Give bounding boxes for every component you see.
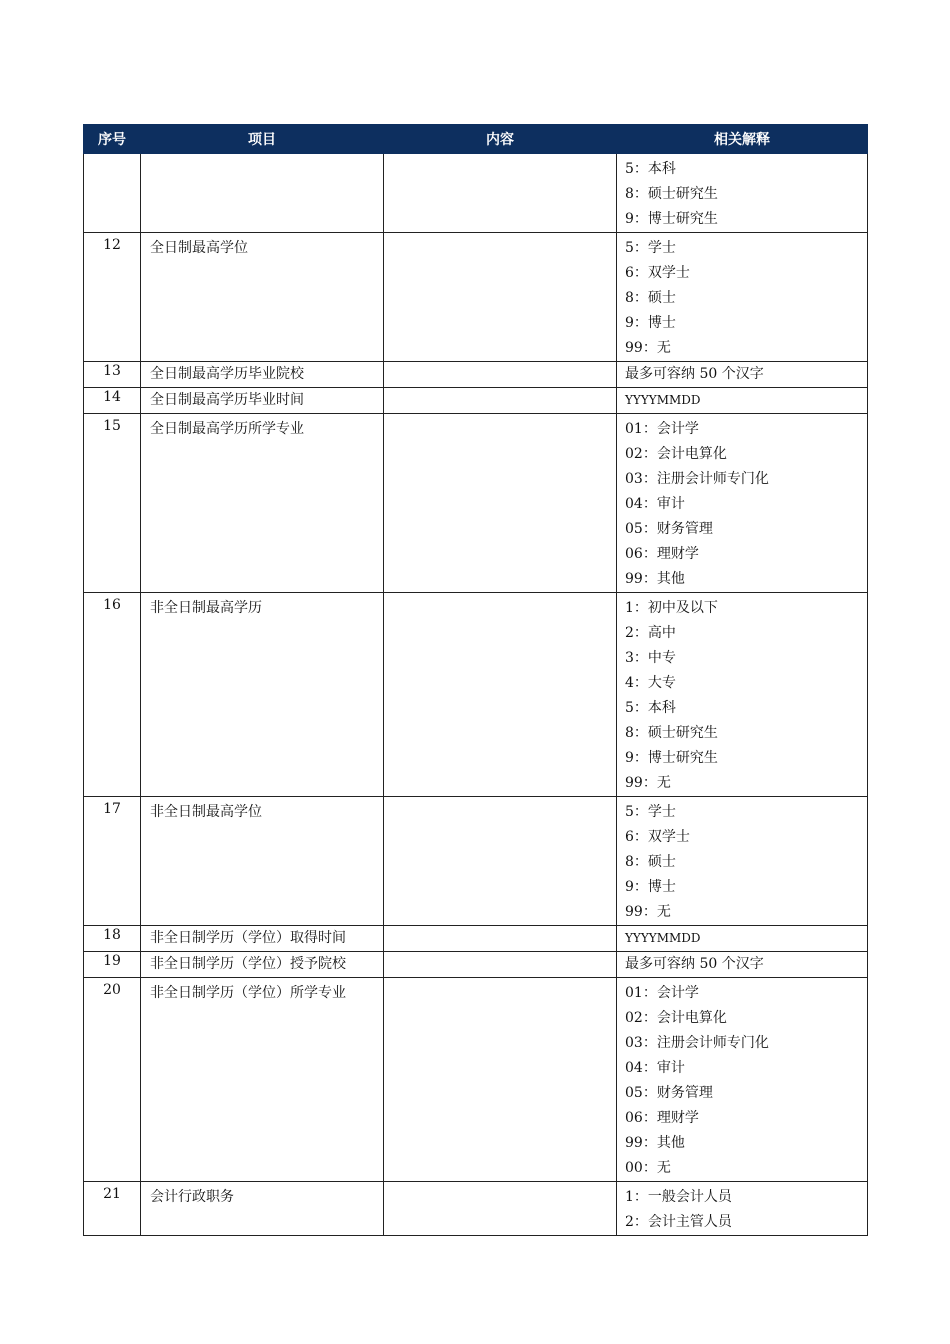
explanation-line: 06：理财学	[625, 1110, 699, 1126]
explanation-line: 6：双学士	[625, 265, 690, 281]
row-explanation	[617, 414, 868, 593]
explanation-line: 5：本科	[625, 700, 676, 716]
header-explanation: 相关解释	[617, 125, 868, 154]
row-serial: 14	[84, 388, 141, 414]
explanation-line: 9：博士	[625, 315, 676, 331]
row-content-field[interactable]	[384, 362, 617, 388]
row-explanation	[617, 154, 868, 233]
row-serial: 12	[84, 233, 141, 362]
explanation-line: 99：无	[625, 340, 671, 356]
header-item: 项目	[141, 125, 384, 154]
row-item: 全日制最高学历毕业时间	[141, 388, 384, 414]
table-row	[84, 797, 868, 926]
row-content-field[interactable]	[384, 978, 617, 1182]
row-serial: 17	[84, 797, 141, 926]
explanation-line: 06：理财学	[625, 546, 699, 562]
row-item: 非全日制学历（学位）取得时间	[141, 926, 384, 952]
table-row	[84, 926, 868, 952]
row-content-field[interactable]	[384, 233, 617, 362]
row-content-field[interactable]	[384, 154, 617, 233]
row-explanation	[617, 233, 868, 362]
row-serial: 13	[84, 362, 141, 388]
explanation-line: 5：学士	[625, 240, 676, 256]
row-item	[141, 154, 384, 233]
explanation-line: 8：硕士研究生	[625, 186, 718, 202]
row-serial: 20	[84, 978, 141, 1182]
explanation-line: 99：其他	[625, 1135, 685, 1151]
explanation-line: 8：硕士	[625, 854, 676, 870]
row-explanation	[617, 593, 868, 797]
row-content-field[interactable]	[384, 952, 617, 978]
field-definition-table	[83, 124, 868, 1236]
explanation-line: 99：无	[625, 775, 671, 791]
row-serial: 18	[84, 926, 141, 952]
row-explanation	[617, 952, 868, 978]
row-explanation	[617, 926, 868, 952]
row-item: 会计行政职务	[141, 1182, 384, 1236]
explanation-line: 03：注册会计师专门化	[625, 471, 769, 487]
explanation-line: 6：双学士	[625, 829, 690, 845]
row-item: 非全日制最高学位	[141, 797, 384, 926]
row-content-field[interactable]	[384, 414, 617, 593]
table-row	[84, 154, 868, 233]
explanation-line: 3：中专	[625, 650, 676, 666]
row-item: 全日制最高学历所学专业	[141, 414, 384, 593]
explanation-line: 04：审计	[625, 496, 685, 512]
header-content: 内容	[384, 125, 617, 154]
table-row	[84, 388, 868, 414]
explanation-line: 99：无	[625, 904, 671, 920]
explanation-line: 最多可容纳 50 个汉字	[625, 366, 764, 382]
table-row	[84, 978, 868, 1182]
explanation-line: 05：财务管理	[625, 1085, 713, 1101]
row-explanation	[617, 388, 868, 414]
row-item: 全日制最高学历毕业院校	[141, 362, 384, 388]
row-item: 非全日制最高学历	[141, 593, 384, 797]
form-table-page	[83, 124, 867, 1236]
row-item: 非全日制学历（学位）授予院校	[141, 952, 384, 978]
explanation-line: 01：会计学	[625, 985, 699, 1001]
row-item: 非全日制学历（学位）所学专业	[141, 978, 384, 1182]
table-row	[84, 952, 868, 978]
explanation-line: 04：审计	[625, 1060, 685, 1076]
explanation-line: 9：博士研究生	[625, 750, 718, 766]
row-serial: 21	[84, 1182, 141, 1236]
explanation-line: YYYYMMDD	[625, 931, 701, 945]
explanation-line: 2：会计主管人员	[625, 1214, 732, 1230]
explanation-line: 01：会计学	[625, 421, 699, 437]
explanation-line: 8：硕士研究生	[625, 725, 718, 741]
explanation-line: 00：无	[625, 1160, 671, 1176]
explanation-line: 5：本科	[625, 161, 676, 177]
row-explanation	[617, 978, 868, 1182]
explanation-line: 1：一般会计人员	[625, 1189, 732, 1205]
row-content-field[interactable]	[384, 388, 617, 414]
table-row	[84, 593, 868, 797]
explanation-line: 05：财务管理	[625, 521, 713, 537]
explanation-line: 99：其他	[625, 571, 685, 587]
explanation-line: 最多可容纳 50 个汉字	[625, 956, 764, 972]
row-explanation	[617, 1182, 868, 1236]
row-explanation	[617, 797, 868, 926]
row-serial: 16	[84, 593, 141, 797]
table-row	[84, 414, 868, 593]
row-content-field[interactable]	[384, 593, 617, 797]
row-serial: 19	[84, 952, 141, 978]
table-header-row	[84, 125, 868, 154]
table-row	[84, 233, 868, 362]
explanation-line: 03：注册会计师专门化	[625, 1035, 769, 1051]
table-body	[84, 154, 868, 1236]
explanation-line: 2：高中	[625, 625, 676, 641]
row-serial	[84, 154, 141, 233]
explanation-line: 8：硕士	[625, 290, 676, 306]
explanation-line: 9：博士研究生	[625, 211, 718, 227]
row-content-field[interactable]	[384, 926, 617, 952]
row-content-field[interactable]	[384, 797, 617, 926]
row-item: 全日制最高学位	[141, 233, 384, 362]
table-row	[84, 1182, 868, 1236]
explanation-line: 02：会计电算化	[625, 1010, 727, 1026]
explanation-line: 9：博士	[625, 879, 676, 895]
explanation-line: 5：学士	[625, 804, 676, 820]
explanation-line: 1：初中及以下	[625, 600, 718, 616]
header-serial: 序号	[84, 125, 141, 154]
explanation-line: YYYYMMDD	[625, 393, 701, 407]
explanation-line: 02：会计电算化	[625, 446, 727, 462]
row-content-field[interactable]	[384, 1182, 617, 1236]
table-row	[84, 362, 868, 388]
row-serial: 15	[84, 414, 141, 593]
row-explanation	[617, 362, 868, 388]
explanation-line: 4：大专	[625, 675, 676, 691]
